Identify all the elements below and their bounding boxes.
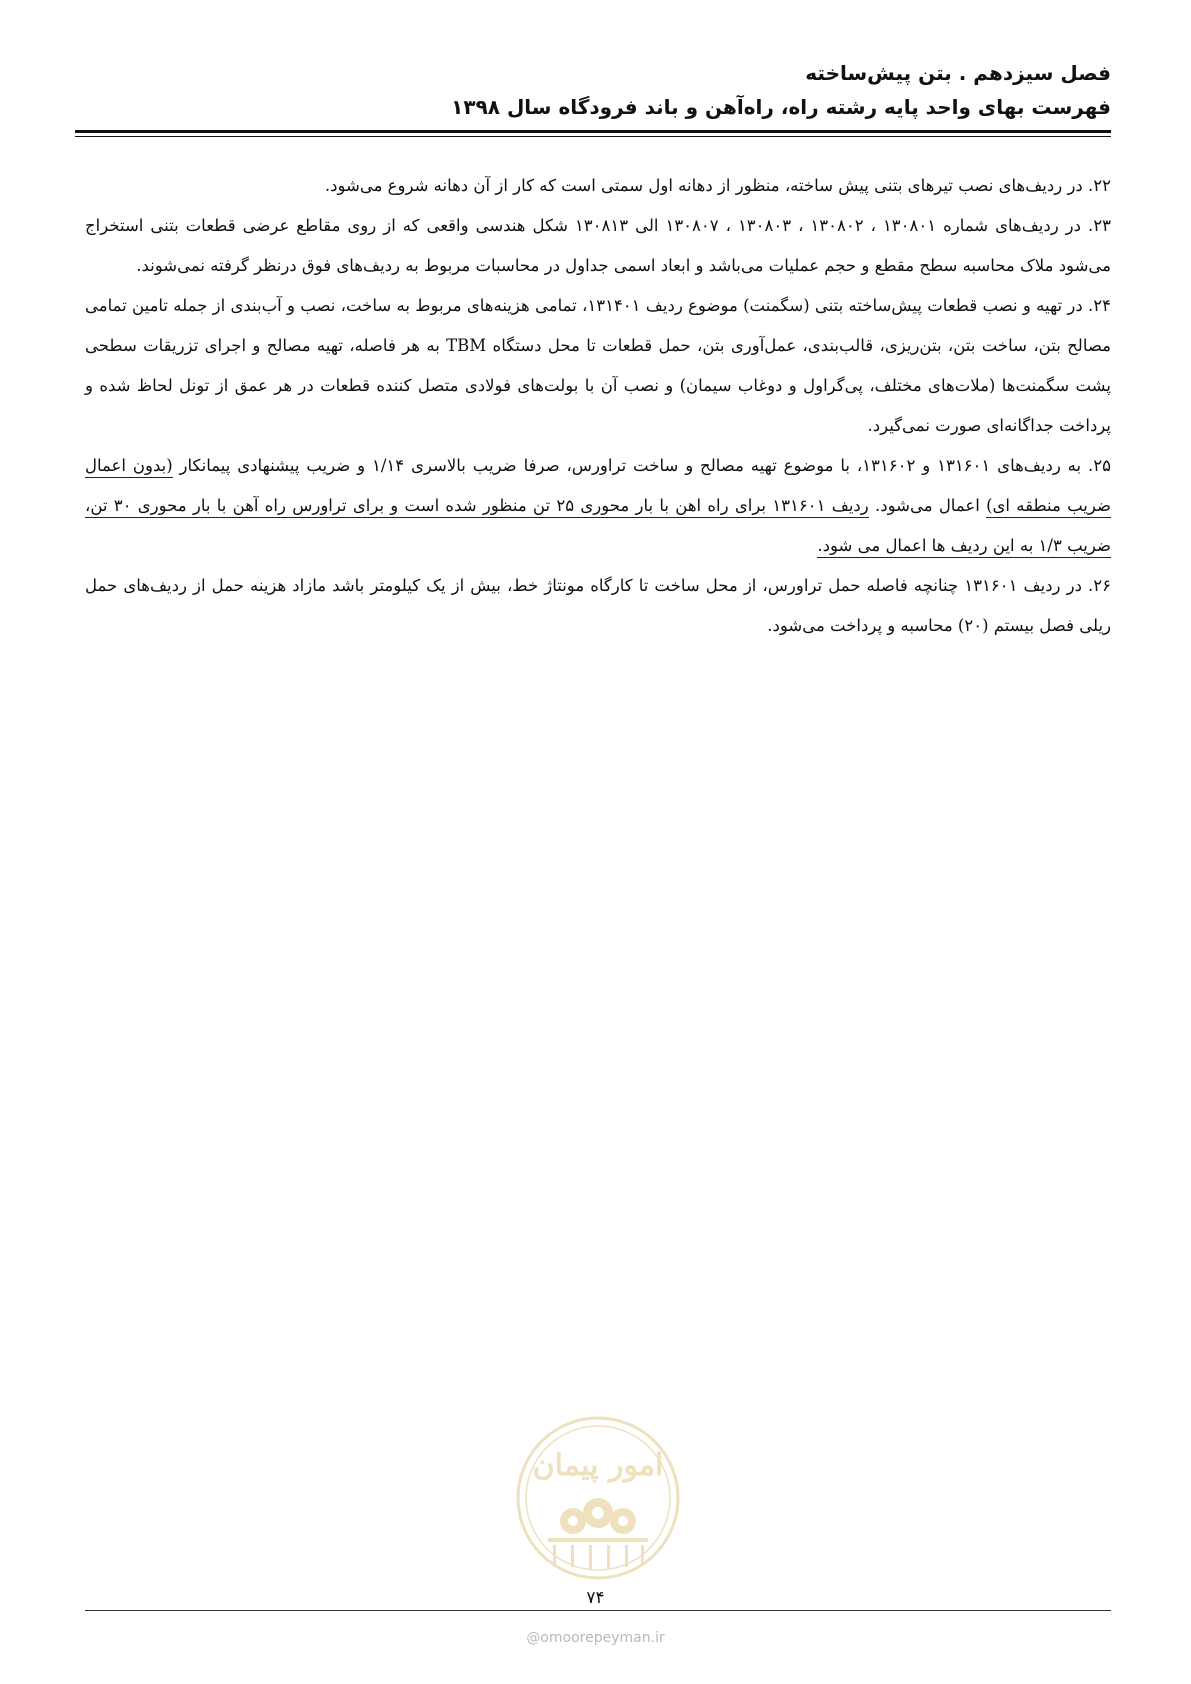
watermark-text: امور پیمان bbox=[532, 1448, 664, 1483]
paragraph-25-underlined-note: (بدون اعمال ضریب منطقه ای) bbox=[85, 456, 1111, 518]
document-body bbox=[85, 166, 1111, 646]
document-subtitle: فهرست بهای واحد پایه رشته راه، راه‌آهن و باند فرودگاه سال ۱۳۹۸ bbox=[451, 95, 1111, 119]
paragraph-25-part-c: اعمال می‌شود. bbox=[868, 496, 987, 515]
header-rule-thick bbox=[75, 130, 1111, 133]
paragraph-25-part-a: ۲۵. به ردیف‌های ۱۳۱۶۰۱ و ۱۳۱۶۰۲، با موضوع تهیه مصالح و ساخت تراورس، صرفا ضریب بالاسری ۱/۱۴ و ضریب پیشنهادی پیمانکار bbox=[172, 456, 1111, 475]
paragraph-25-underlined-rule: ردیف ۱۳۱۶۰۱ برای راه اهن با بار محوری ۲۵ تن منظور شده است و برای تراورس راه آهن با بار محوری ۳۰ تن، ضریب ۱/۳ به این ردیف ها اعمال می شود. bbox=[85, 496, 1111, 558]
paragraph-22: ۲۲. در ردیف‌های نصب تیرهای بتنی پیش ساخته، منظور از دهانه اول سمتی است که کار از آن دهانه شروع می‌شود. bbox=[324, 176, 1111, 195]
footer-rule bbox=[85, 1610, 1111, 1611]
website-watermark: @omoorepeyman.ir bbox=[526, 1630, 665, 1646]
chapter-title: فصل سیزدهم . بتن پیش‌ساخته bbox=[805, 61, 1111, 85]
paragraph-25 bbox=[85, 446, 1111, 566]
page-header bbox=[75, 56, 1111, 124]
paragraph-24: ۲۴. در تهیه و نصب قطعات پیش‌ساخته بتنی (سگمنت) موضوع ردیف ۱۳۱۴۰۱، تمامی هزینه‌های مربوط به ساخت، نصب و آب‌بندی از جمله تامین تمامی مصالح بتن، ساخت بتن، بتن‌ریزی، قالب‌بندی، عمل‌آوری بتن، حمل قطعات تا محل دستگاه TBM به هر فاصله، تهیه مصالح و اجرای تزریقات سطحی پشت سگمنت‌ها (ملات‌های مختلف، پی‌گراول و دوغاب سیمان) و نصب آن با بولت‌های فولادی متصل کننده قطعات در هر عمق از تونل لحاظ شده و پرداخت جداگانه‌ای صورت نمی‌گیرد. bbox=[85, 296, 1112, 435]
paragraph-26: ۲۶. در ردیف ۱۳۱۶۰۱ چنانچه فاصله حمل تراورس، از محل ساخت تا کارگاه مونتاژ خط، بیش از یک کیلومتر باشد مازاد هزینه حمل از ردیف‌های حمل ریلی فصل بیستم (۲۰) محاسبه و پرداخت می‌شود. bbox=[85, 576, 1111, 635]
paragraph-23: ۲۳. در ردیف‌های شماره ۱۳۰۸۰۱ ، ۱۳۰۸۰۲ ، ۱۳۰۸۰۳ ، ۱۳۰۸۰۷ الی ۱۳۰۸۱۳ شکل هندسی واقعی که از روی مقاطع عرضی قطعات بتنی استخراج می‌شود ملاک محاسبه سطح مقطع و حجم عملیات می‌باشد و ابعاد اسمی جداول در محاسبات مربوط به ردیف‌های فوق درنظر گرفته نمی‌شوند. bbox=[85, 216, 1111, 275]
page-number: ۷۴ bbox=[586, 1588, 605, 1608]
watermark-logo bbox=[513, 1413, 683, 1583]
header-rule-thin bbox=[75, 136, 1111, 137]
